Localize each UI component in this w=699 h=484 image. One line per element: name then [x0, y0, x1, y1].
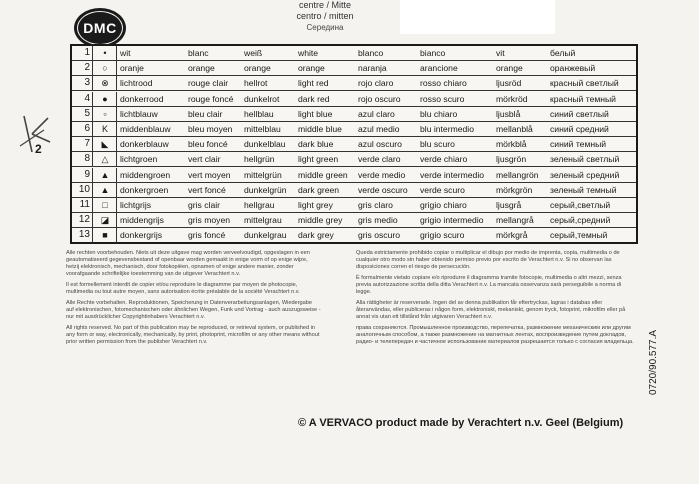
color-name-en: dark green	[298, 184, 340, 195]
color-name-nl: middengroen	[120, 169, 171, 180]
color-name-nl: lichtrood	[120, 78, 153, 89]
color-name-it: rosso chiaro	[420, 78, 467, 89]
color-name-en: dark blue	[298, 139, 334, 150]
color-name-ru: синий светлый	[550, 108, 609, 119]
color-name-de: hellgrau	[244, 200, 275, 210]
color-name-sv: vit	[496, 48, 505, 58]
legal-text-right	[356, 250, 636, 350]
stitch-symbol-icon: ▲	[94, 168, 117, 183]
color-name-en: light blue	[298, 108, 333, 119]
color-name-sv: mörkröd	[496, 93, 528, 104]
color-name-fr: rouge foncé	[188, 93, 234, 104]
color-name-es: azul oscuro	[358, 139, 402, 150]
color-name-nl: donkergroen	[120, 184, 169, 195]
color-name-nl: donkerblauw	[120, 139, 169, 150]
article-code: 0720/90.577.A	[648, 329, 659, 395]
row-number: 10	[72, 183, 93, 198]
stitch-symbol-icon: ▲	[94, 183, 117, 198]
color-name-de: mittelblau	[244, 124, 281, 134]
table-row	[72, 183, 636, 198]
color-name-en: light grey	[298, 200, 333, 210]
color-name-sv: ljusblå	[496, 108, 521, 119]
color-name-sv: mörkgrå	[496, 230, 528, 241]
legal-right-paragraph: Queda estrictamente prohibido copiar o multiplicar el dibujo por medio de imprenta, copia, multimedia o de cualquier otro modo sin haber obtenido permiso previo por escrito de Verachtert n.v. Si no observan las disposiciones corren el riesgo de persecución.	[356, 250, 620, 270]
color-name-de: hellgrün	[244, 154, 275, 165]
color-name-es: azul medio	[358, 124, 400, 134]
color-name-it: verde chiaro	[420, 154, 468, 165]
row-number: 1	[72, 46, 93, 61]
stitch-symbol-icon: ●	[94, 92, 117, 107]
legal-right-paragraph: права сохраняются. Промышленное производство, перепечатка, размножение механическим или другим аналогичным способом, а также размножение на магнитных лентах, воспроизведение путем докладов, радио- и телепередач и частичное использование материалов разрешается только с согласия владельца.	[356, 325, 634, 345]
row-number: 11	[72, 198, 93, 213]
color-name-de: dunkelrot	[244, 93, 280, 104]
table-row	[72, 152, 636, 167]
color-name-es: verde medio	[358, 169, 406, 180]
table-row	[72, 198, 636, 213]
table-row	[72, 61, 636, 76]
table-row	[72, 228, 636, 243]
color-name-en: light red	[298, 78, 329, 89]
color-name-fr: vert clair	[188, 154, 221, 165]
color-name-it: blu intermedio	[420, 124, 474, 134]
color-name-es: gris oscuro	[358, 230, 401, 241]
color-name-en: dark red	[298, 93, 330, 104]
color-name-fr: gris foncé	[188, 230, 226, 241]
color-name-es: verde claro	[358, 154, 401, 165]
color-name-en: middle green	[298, 169, 348, 180]
center-header	[250, 0, 400, 33]
color-name-it: bianco	[420, 48, 446, 58]
row-number: 7	[72, 137, 93, 152]
color-name-es: azul claro	[358, 108, 395, 119]
color-name-de: dunkelgrün	[244, 184, 287, 195]
color-name-nl: wit	[120, 48, 131, 58]
stitch-symbol-icon: ◪	[94, 213, 117, 228]
color-name-sv: mellangrå	[496, 215, 534, 226]
color-name-nl: donkerrood	[120, 93, 164, 104]
color-name-it: blu chiaro	[420, 108, 458, 119]
stitch-symbol-icon: ▫	[94, 107, 117, 122]
legal-left-paragraph: Il est formellement interdit de copier et/ou reproduire le diagramme par moyen de photocopie, multimedia ou tout autre moyen, sans autorisation écrite préalable de la société Verachtert n.v.	[66, 282, 300, 295]
color-name-es: rojo oscuro	[358, 93, 401, 104]
row-number: 13	[72, 228, 93, 243]
legal-left-paragraph: Alle rechten voorbehouden. Niets uit deze uitgave mag worden verveelvoudigd, opgeslagen in een geautomatiseerd gegevensbestand of openbaar worden gemaakt in enige vorm of op enige wijze, hetzij elektronisch, mechanisch, door fotokopiëen, opnamen of enige andere manier, zonder voorafgaande schriftelijke toestemming van de uitgever Verachtert n.v.	[66, 250, 310, 277]
color-name-fr: bleu foncé	[188, 139, 228, 150]
color-name-sv: mörkgrön	[496, 184, 533, 195]
color-name-es: naranja	[358, 63, 387, 74]
row-number: 2	[72, 61, 93, 76]
color-name-en: middle blue	[298, 124, 342, 134]
handwritten-number: 2	[35, 142, 42, 156]
stitch-symbol-icon: ◣	[94, 137, 117, 152]
color-name-fr: vert moyen	[188, 169, 231, 180]
color-name-en: white	[298, 48, 319, 58]
color-name-ru: белый	[550, 48, 576, 58]
color-name-sv: mörkblå	[496, 139, 527, 150]
color-name-it: verde scuro	[420, 184, 465, 195]
row-number: 4	[72, 92, 93, 107]
color-name-ru: зеленый светлый	[550, 154, 620, 165]
color-name-es: verde oscuro	[358, 184, 408, 195]
table-row	[72, 76, 636, 91]
color-name-ru: серый,темный	[550, 230, 608, 241]
dmc-logo	[74, 8, 126, 48]
legal-text-left	[66, 250, 321, 350]
color-name-fr: vert foncé	[188, 184, 226, 195]
table-row	[72, 46, 636, 61]
color-name-es: gris medio	[358, 215, 398, 226]
stitch-symbol-icon: △	[94, 152, 117, 167]
color-name-fr: gris moyen	[188, 215, 231, 226]
color-name-ru: серый,средний	[550, 215, 611, 226]
color-name-ru: синий темный	[550, 139, 607, 150]
color-name-ru: оранжевый	[550, 63, 596, 74]
table-row	[72, 213, 636, 228]
color-name-fr: orange	[188, 63, 215, 74]
header-line-2: centro / mitten	[296, 11, 354, 21]
color-name-en: orange	[298, 63, 325, 74]
color-name-de: orange	[244, 63, 271, 74]
table-row	[72, 92, 636, 107]
color-name-sv: ljusröd	[496, 78, 522, 89]
stitch-symbol-icon: ■	[94, 228, 117, 243]
logo-text: DMC	[83, 20, 117, 36]
color-name-it: arancione	[420, 63, 458, 74]
color-name-it: blu scuro	[420, 139, 455, 150]
color-name-de: dunkelblau	[244, 139, 286, 150]
stitch-symbol-icon: K	[94, 122, 117, 137]
color-name-nl: oranje	[120, 63, 144, 74]
color-name-nl: lichtblauw	[120, 108, 158, 119]
row-number: 6	[72, 122, 93, 137]
row-number: 8	[72, 152, 93, 167]
color-name-es: gris claro	[358, 200, 393, 210]
color-name-fr: bleu clair	[188, 108, 223, 119]
table-row	[72, 168, 636, 183]
color-name-ru: красный светлый	[550, 78, 619, 89]
color-name-en: dark grey	[298, 230, 334, 241]
table-row	[72, 137, 636, 152]
color-name-sv: mellanblå	[496, 124, 533, 134]
color-name-fr: gris clair	[188, 200, 220, 210]
color-name-sv: ljusgrå	[496, 200, 522, 210]
row-number: 5	[72, 107, 93, 122]
header-line-3: Середина	[306, 23, 344, 32]
color-name-nl: lichtgroen	[120, 154, 158, 165]
color-name-de: hellrot	[244, 78, 268, 89]
row-number: 9	[72, 168, 93, 183]
color-name-de: mittelgrün	[244, 169, 282, 180]
legal-right-paragraph: Alla rättigheter är reserverade. Ingen del av denna publikation får eftertryckas, lagras i databas eller återanvändas, eller publiceras i någon form, elektroniskt, mekaniskt, genom tryck, fotoprint, mikrofilm eller på annat vis utan ett tillstånd från utgivaren Verachtert n.v.	[356, 300, 626, 320]
color-name-es: blanco	[358, 48, 384, 58]
color-name-de: dunkelgrau	[244, 230, 287, 241]
stitch-symbol-icon: ⊗	[94, 76, 117, 91]
stitch-symbol-icon: •	[94, 46, 117, 61]
color-name-ru: красный темный	[550, 93, 616, 104]
color-name-en: middle grey	[298, 215, 343, 226]
color-name-fr: rouge clair	[188, 78, 229, 89]
color-name-en: light green	[298, 154, 339, 165]
legal-left-paragraph: Alle Rechte vorbehalten. Reproduktionen, Speicherung in Datenverarbeitungsanlagen, Wiedergabe auf elektronischen, fotomechanischen oder ähnlichen Wegen, Funk und Vortrag - auch auszugsweise - nur mit ausdrücklicher Copyrightinhabers Verachtert n.v.	[66, 300, 321, 320]
legal-right-paragraph: È formalmente vietato copiare e/o riprodurre il diagramma tramite fotocopie, multimedia o altri mezzi, senza previa autorizzazione scritta della ditta Verachtert n.v. La mancata osservanza sarà perseguibile a norma di legge.	[356, 275, 622, 295]
color-name-it: verde intermedio	[420, 169, 485, 180]
color-name-nl: lichtgrijs	[120, 200, 152, 210]
color-name-it: rosso scuro	[420, 93, 465, 104]
table-row	[72, 107, 636, 122]
color-name-it: grigio chiaro	[420, 200, 467, 210]
legal-left-paragraph: All rights reserved. No part of this publication may be reproduced, or retrieval system, or published in any form or way, electronically, mechanically, by print, photoprint, microfilm or any other means without prior written permission from the publisher Verachtert n.v.	[66, 325, 320, 345]
stitch-symbol-icon: ○	[94, 61, 117, 76]
color-name-nl: donkergrijs	[120, 230, 163, 241]
color-name-de: mittelgrau	[244, 215, 282, 226]
color-name-sv: mellangrön	[496, 169, 539, 180]
color-name-sv: ljusgrön	[496, 154, 527, 165]
color-name-fr: bleu moyen	[188, 124, 233, 134]
header-line-1: centre / Mitte	[298, 0, 352, 10]
table-row	[72, 122, 636, 137]
blank-label-area	[400, 0, 555, 34]
stitch-symbol-icon: □	[94, 198, 117, 213]
color-name-ru: зеленый средний	[550, 169, 620, 180]
color-name-de: hellblau	[244, 108, 274, 119]
color-name-sv: orange	[496, 63, 523, 74]
color-name-fr: blanc	[188, 48, 209, 58]
color-name-de: weiß	[244, 48, 263, 58]
color-name-it: grigio scuro	[420, 230, 465, 241]
color-name-es: rojo claro	[358, 78, 394, 89]
color-name-nl: middengrijs	[120, 215, 164, 226]
color-name-ru: зеленый темный	[550, 184, 617, 195]
color-name-ru: серый,светлый	[550, 200, 611, 210]
row-number: 3	[72, 76, 93, 91]
color-name-ru: синий средний	[550, 124, 609, 134]
color-name-it: grigio intermedio	[420, 215, 484, 226]
footer-credit: © A VERVACO product made by Verachtert n.v. Geel (Belgium)	[298, 417, 624, 429]
color-legend-table	[70, 44, 638, 244]
row-number: 12	[72, 213, 93, 228]
color-name-nl: middenblauw	[120, 124, 171, 134]
